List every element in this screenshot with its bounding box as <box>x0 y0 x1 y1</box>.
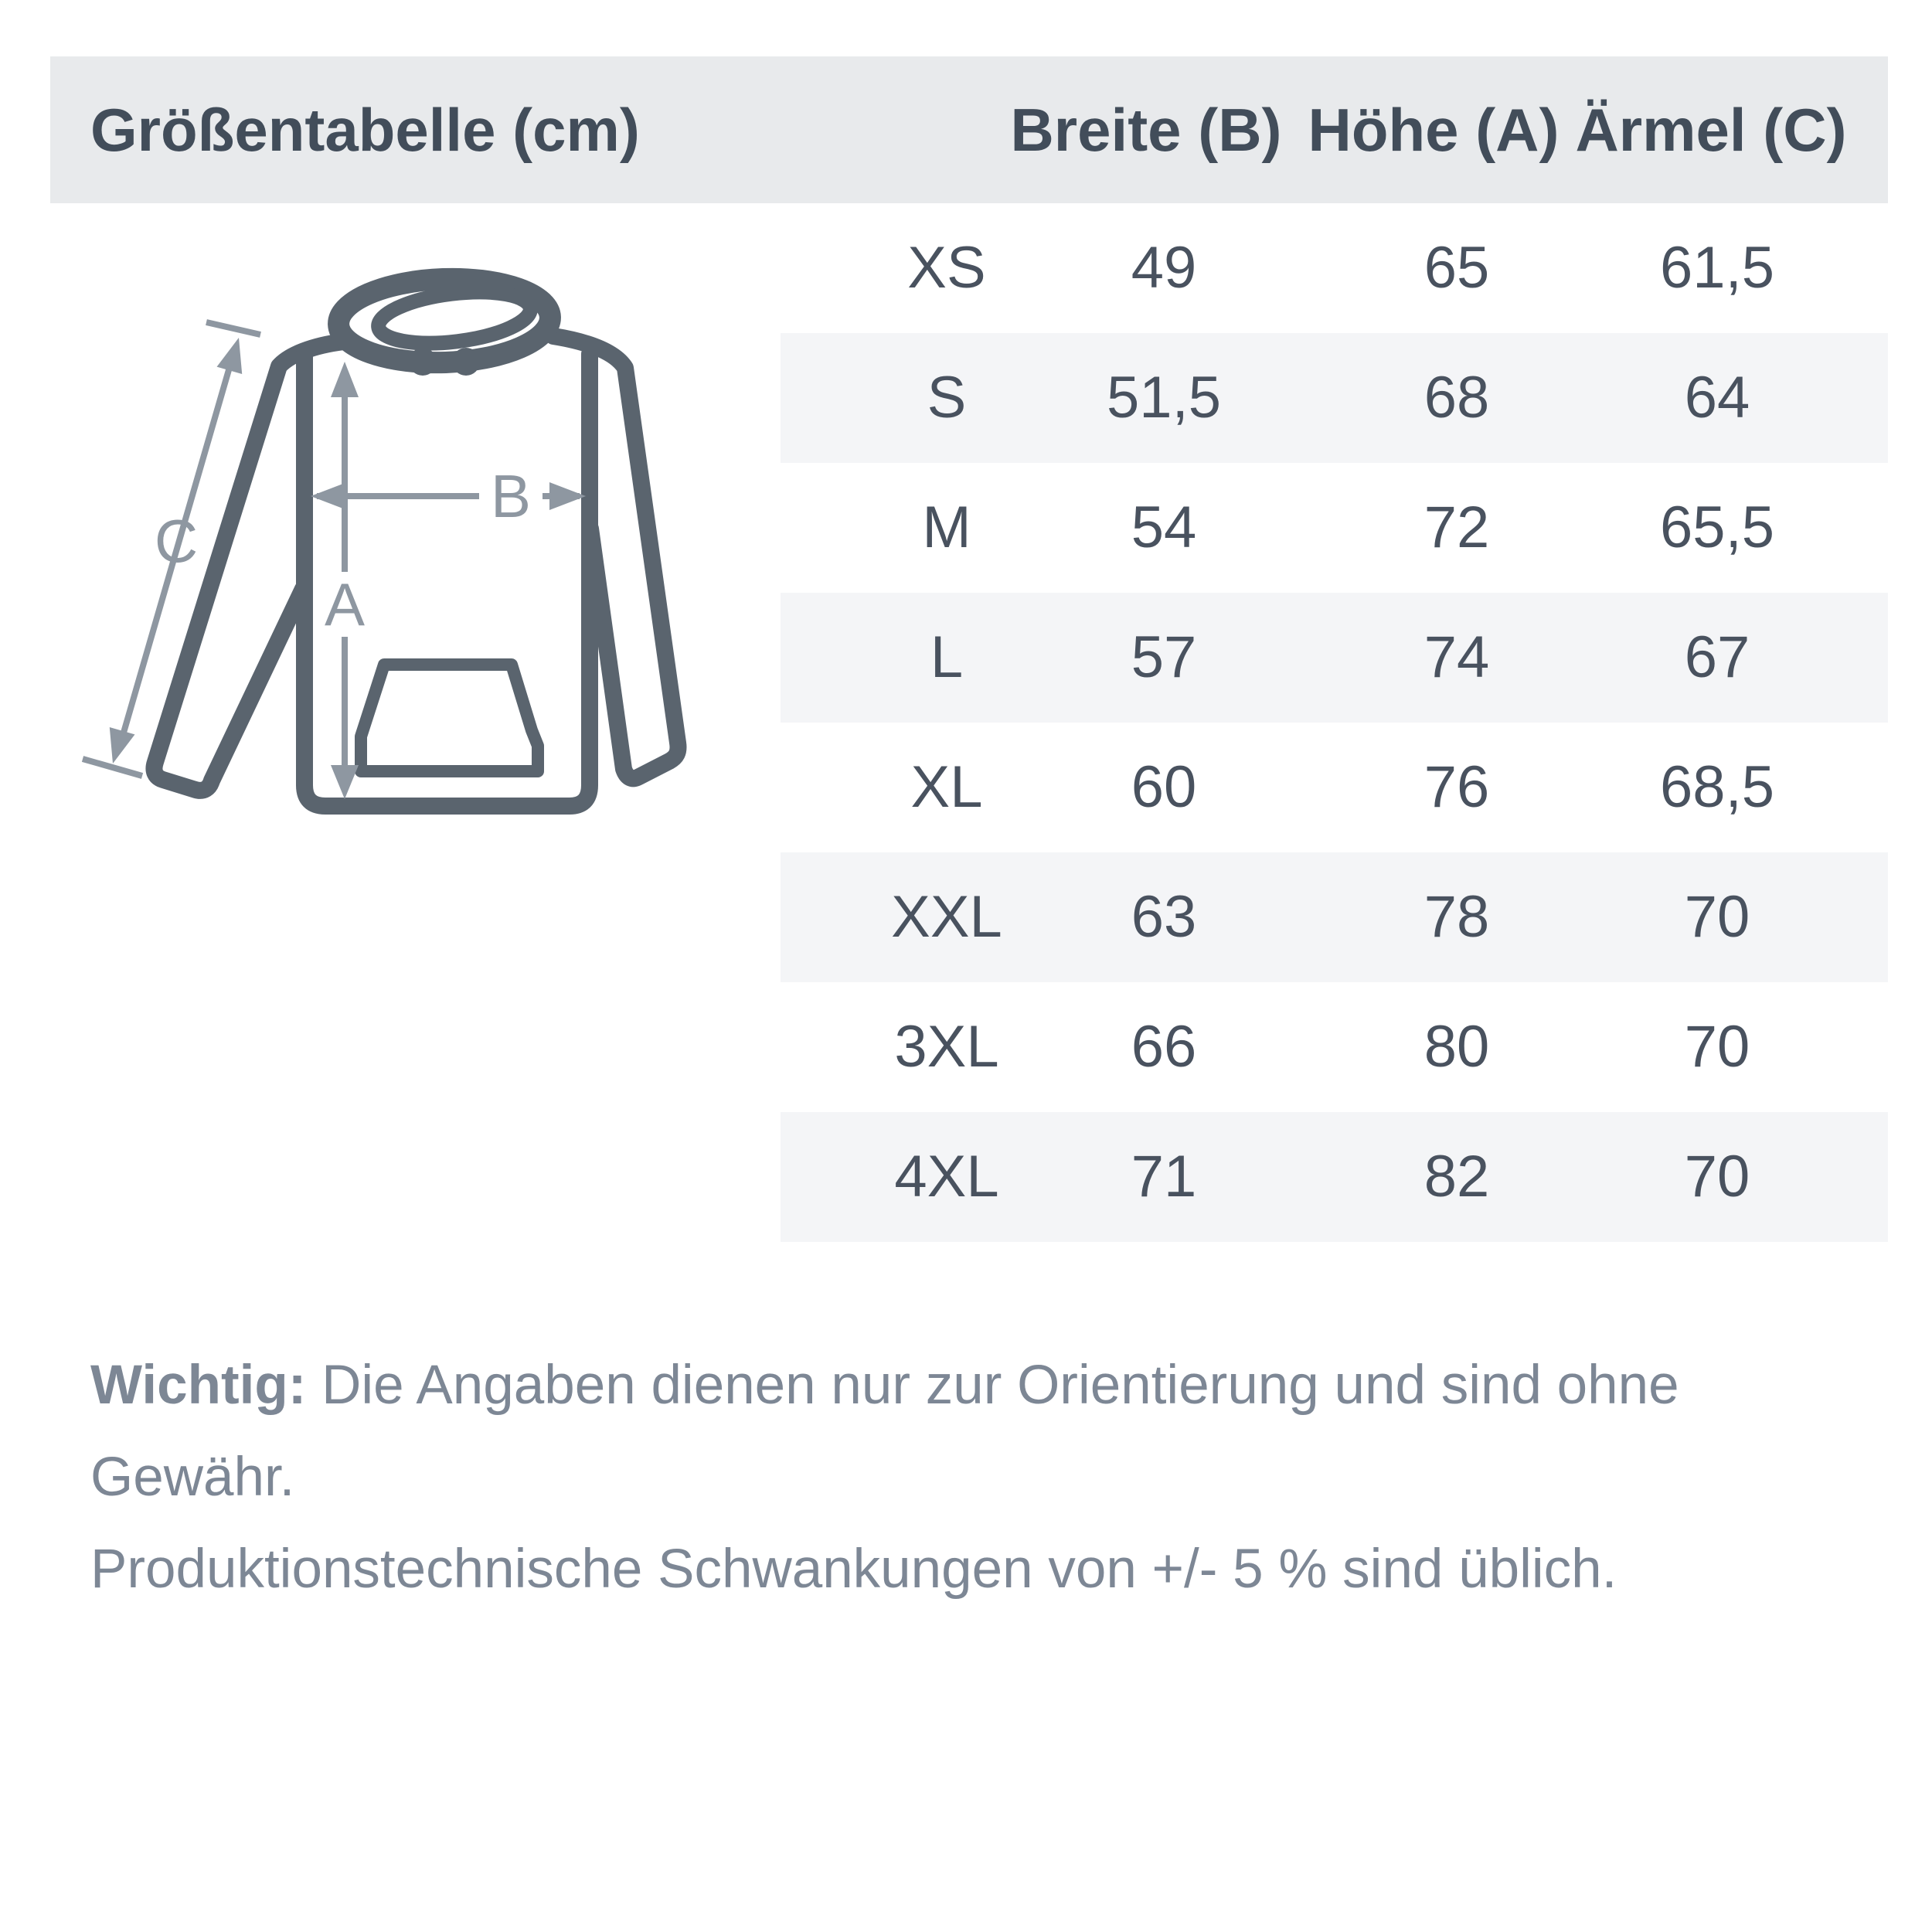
hoehe-cell: 80 <box>1423 1014 1490 1080</box>
hoehe-cell: 76 <box>1423 754 1490 820</box>
hoehe-cell: 65 <box>1423 235 1490 301</box>
size-cell: L <box>930 624 964 690</box>
arrow-c-up-head <box>217 334 252 374</box>
breite-cell: 63 <box>1131 884 1197 950</box>
aermel-cell: 61,5 <box>1660 235 1774 301</box>
aermel-cell: 64 <box>1684 365 1750 430</box>
breite-cell: 54 <box>1131 495 1197 560</box>
breite-cell: 71 <box>1131 1144 1197 1209</box>
size-cell: XS <box>907 235 986 301</box>
label-c: C <box>154 507 199 575</box>
aermel-cell: 67 <box>1684 624 1750 690</box>
arrow-c-bottom-tick <box>83 759 142 776</box>
arrow-c-top-tick <box>206 322 260 335</box>
hoehe-cell: 74 <box>1423 624 1490 690</box>
breite-cell: 60 <box>1131 754 1197 820</box>
label-b: B <box>490 462 532 530</box>
hoodie-diagram <box>46 247 765 835</box>
arrow-a-down-head <box>331 765 359 799</box>
pocket-outline <box>361 665 538 771</box>
arrow-a-up-head <box>331 362 359 397</box>
table-row <box>781 333 1888 463</box>
aermel-cell: 70 <box>1684 884 1750 950</box>
size-cell: M <box>922 495 971 560</box>
header-bar <box>50 56 1888 203</box>
arrow-c-down-head <box>100 727 135 767</box>
hoehe-cell: 72 <box>1423 495 1490 560</box>
label-a: A <box>324 570 366 638</box>
hoehe-cell: 82 <box>1423 1144 1490 1209</box>
hoehe-cell: 68 <box>1423 365 1490 430</box>
breite-cell: 51,5 <box>1107 365 1221 430</box>
column-header-hoehe: Höhe (A) <box>1308 96 1560 164</box>
page-title: Größentabelle (cm) <box>90 96 640 164</box>
column-header-breite: Breite (B) <box>1010 96 1282 164</box>
table-row <box>781 593 1888 723</box>
table-row <box>781 723 1888 852</box>
table-row <box>781 203 1888 333</box>
size-cell: XL <box>910 754 983 820</box>
breite-cell: 57 <box>1131 624 1197 690</box>
footer-line1: Die Angaben dienen nur zur Orientierung und sind ohne Gewähr. <box>90 1355 1679 1508</box>
breite-cell: 49 <box>1131 235 1197 301</box>
size-cell: S <box>927 365 967 430</box>
breite-cell: 66 <box>1131 1014 1197 1080</box>
table-row <box>781 463 1888 593</box>
footer-note <box>90 1339 1883 1615</box>
arrow-b-right-head <box>549 482 586 510</box>
hoehe-cell: 78 <box>1423 884 1490 950</box>
size-cell: 3XL <box>894 1014 999 1080</box>
aermel-cell: 68,5 <box>1660 754 1774 820</box>
aermel-cell: 65,5 <box>1660 495 1774 560</box>
aermel-cell: 70 <box>1684 1144 1750 1209</box>
table-row <box>781 982 1888 1112</box>
size-cell: XXL <box>891 884 1002 950</box>
table-row <box>781 1112 1888 1242</box>
table-row <box>781 852 1888 982</box>
size-cell: 4XL <box>894 1144 999 1209</box>
column-header-aermel: Ärmel (C) <box>1575 96 1847 164</box>
footer-line2: Produktionstechnische Schwankungen von +/- 5 % sind üblich. <box>90 1539 1617 1600</box>
aermel-cell: 70 <box>1684 1014 1750 1080</box>
footer-bold-label: Wichtig: <box>90 1355 307 1416</box>
arrow-b-left-head <box>311 482 347 510</box>
